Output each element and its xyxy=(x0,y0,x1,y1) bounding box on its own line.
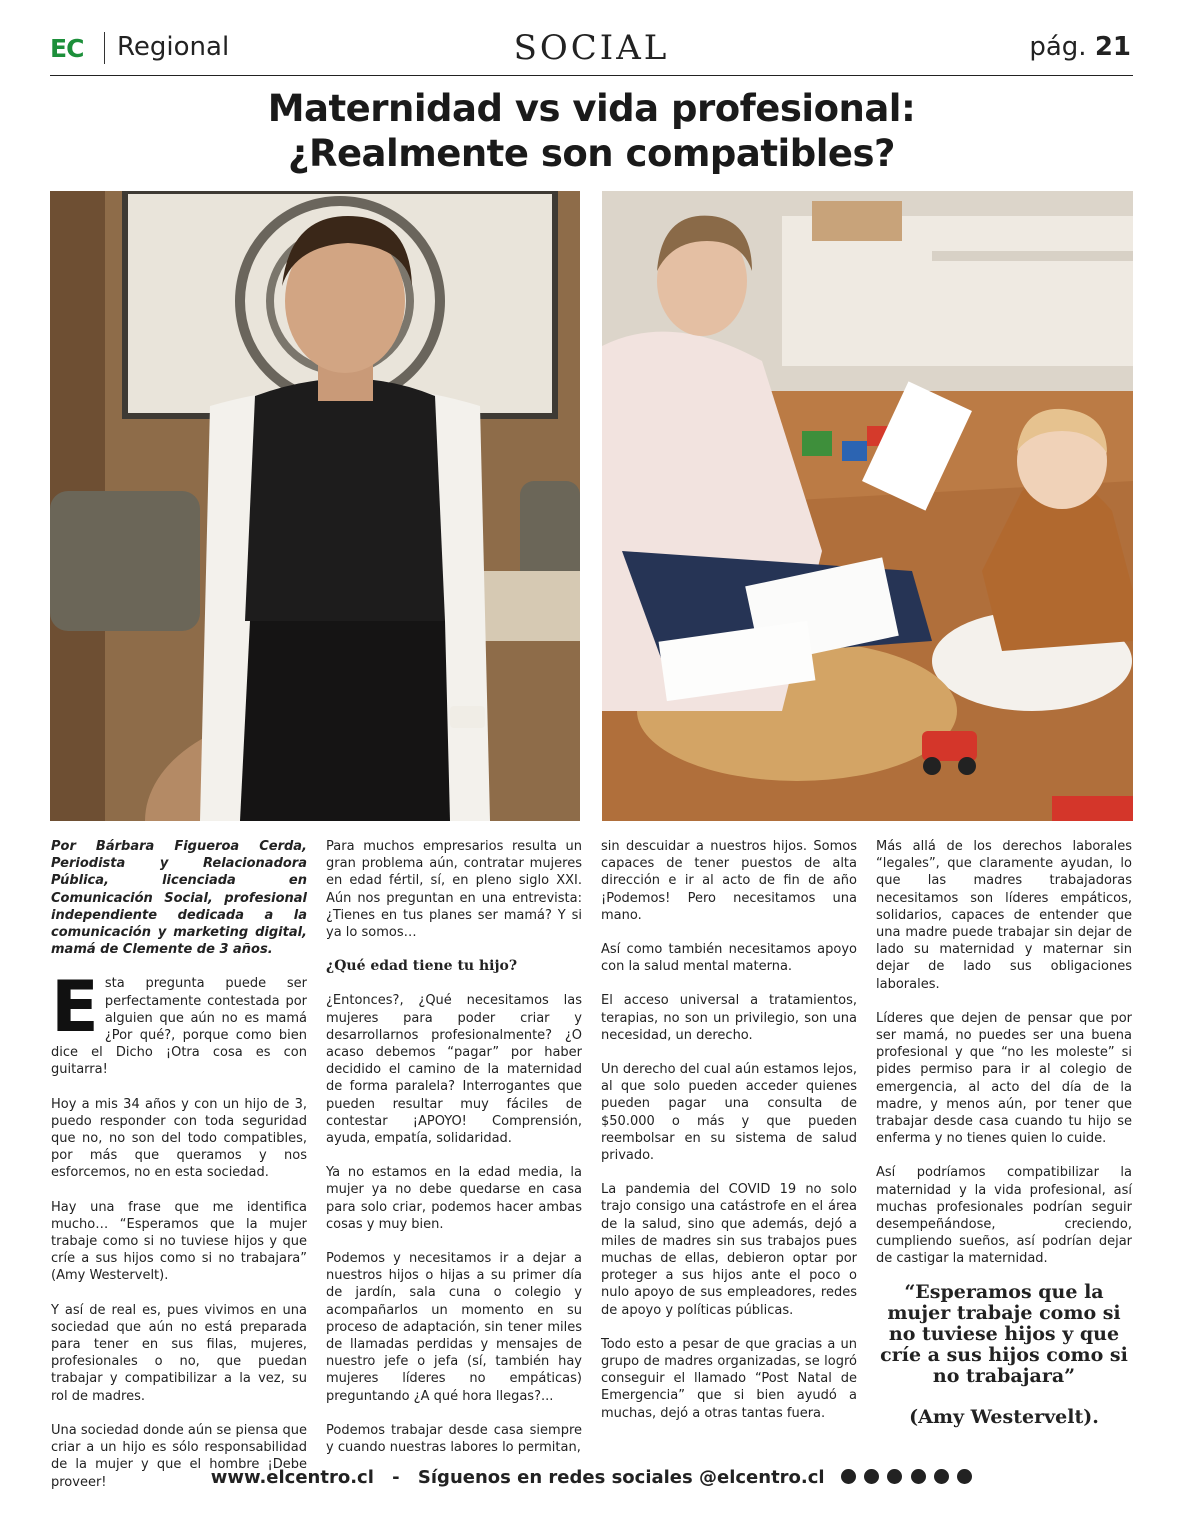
paragraph: Podemos trabajar desde casa siempre y cuando nuestras labores lo permitan, xyxy=(326,1422,582,1456)
paragraph: Para muchos empresarios resulta un gran problema aún, contratar mujeres en edad fértil, sí, en pleno siglo XXI. Aún nos preguntan en una entrevista:¿Tienes en tus planes ser mamá? Y si ya lo somos… xyxy=(326,839,582,941)
article-column-1 xyxy=(51,838,307,1508)
section-title: SOCIAL xyxy=(513,28,670,68)
website-link[interactable]: www.elcentro.cl xyxy=(210,1467,374,1488)
paragraph: ¿Entonces?, ¿Qué necesitamos las mujeres para poder criar y desarrollarnos profesionalmente? ¿O acaso debemos “pagar” por haber decidido el camino de la maternidad de forma paralela? Interrogantes que pueden resultar muy fáciles de contestar ¡APOYO! Comprensión, ayuda, empatía, solidaridad. xyxy=(326,993,582,1147)
paragraph: La pandemia del COVID 19 no solo trajo consigo una catástrofe en el área de la salud, sino que además, dejó a miles de madres sin sus trabajos pues muchas de ellas, debieron optar por proteger a sus hijos ante el poco o nulo apoyo de sus empleadores, redes de apoyo y políticas públicas. xyxy=(601,1182,857,1318)
paragraph: Y así de real es, pues vivimos en una sociedad que aún no está preparada para tener en sus filas, mujeres, profesionales o no, que puedan trabajar y compatibilizar a la vez, su rol de madres. xyxy=(51,1302,307,1404)
article-column-2 xyxy=(326,838,582,1473)
section-regional: Regional xyxy=(117,32,230,62)
twitter-icon[interactable] xyxy=(911,1469,926,1484)
social-follow-text: Síguenos en redes sociales @elcentro.cl xyxy=(417,1467,825,1488)
headline-line-1: Maternidad vs vida profesional: xyxy=(267,87,916,130)
pull-quote-author: (Amy Westervelt). xyxy=(909,1406,1099,1428)
page-number xyxy=(1029,32,1131,62)
article-headline xyxy=(50,86,1133,176)
paragraph: El acceso universal a tratamientos, terapias, no son un privilegio, son una necesidad, un derecho. xyxy=(601,993,857,1043)
author-byline: Por Bárbara Figueroa Cerda, Periodista y Relacionadora Pública, licenciada en Comunicación Social, profesional independiente dedicada a la comunicación y marketing digital, mamá de Clemente de 3 años. xyxy=(51,839,307,958)
paragraph: Líderes que dejen de pensar que por ser mamá, no puedes ser una buena profesional y que “no les moleste” si pides permiso para ir al colegio de emergencia, al acto del día de la madre, y menos aún, por tener que trabajar desde casa cuando tu hijo se enferma y no tienes quien lo cuide. xyxy=(876,1010,1132,1147)
photo-mother-working xyxy=(602,191,1133,821)
social-icons xyxy=(841,1468,974,1489)
paragraph: Podemos y necesitamos ir a dejar a nuestros hijos o hijas a su primer día de jardín, sala cuna o colegio y acompañarlos un momento en su proceso de adaptación, sin tener miles de llamadas perdidas y mensajes de nuestro jefe o jefa (sí, también hay mujeres líderes no empáticas) preguntando ¿A qué hora llegas?... xyxy=(326,1251,582,1404)
paragraph: Hoy a mis 34 años y con un hijo de 3, puedo responder con toda seguridad que no, no son del todo compatibles, por más que queramos y nos esforcemos, no en esta sociedad. xyxy=(51,1096,307,1181)
paragraph: Una sociedad donde aún se piensa que criar a un hijo es sólo responsabilidad de la mujer y que el hombre ¡Debe proveer! xyxy=(51,1422,307,1490)
paragraph xyxy=(51,966,307,1078)
paragraph: Así podríamos compatibilizar la maternidad y la vida profesional, así muchas profesionales podrían seguir desempeñándose, creciendo, cumpliendo sueños, así podrían dejar de castigar la maternidad. xyxy=(876,1165,1132,1267)
paragraph: Todo esto a pesar de que gracias a un grupo de madres organizadas, se logró conseguir el llamado “Post Natal de Emergencia” que si bien ayudó a muchas, dejó a otras tantas fuera. xyxy=(601,1336,857,1421)
paragraph: Más allá de los derechos laborales “legales”, que claramente ayudan, lo que las madres trabajadoras necesitamos son líderes empáticos, solidarios, capaces de entender que una madre puede trabajar sin dejar de lado su maternidad y maternar sin dejar de lado sus obligaciones laborales. xyxy=(876,839,1132,992)
instagram-icon[interactable] xyxy=(864,1469,879,1484)
portrait-illustration xyxy=(50,191,580,821)
headline-line-2: ¿Realmente son compatibles? xyxy=(288,132,895,175)
article-column-3 xyxy=(601,838,857,1439)
youtube-icon[interactable] xyxy=(887,1469,902,1484)
photo-author-portrait xyxy=(50,191,580,821)
brand-logo[interactable]: EC xyxy=(50,34,84,63)
masthead xyxy=(50,28,1133,76)
mother-illustration xyxy=(602,191,1133,821)
pull-quote: “Esperamos que la mujer trabaje como si no tuviese hijos y que críe a sus hijos como si no trabajara” xyxy=(880,1281,1128,1387)
drop-cap: E xyxy=(51,966,99,1049)
paragraph: Un derecho del cual aún estamos lejos, al que solo pueden acceder quienes pueden pagar una consulta de $50.000 o más y que pueden reembolsar en su sistema de salud privado. xyxy=(601,1062,857,1164)
spotify-icon[interactable] xyxy=(934,1469,949,1484)
facebook-icon[interactable] xyxy=(841,1469,856,1484)
article-column-4 xyxy=(876,838,1132,1285)
page-number-value: 21 xyxy=(1094,32,1131,62)
paragraph: Ya no estamos en la edad media, la mujer ya no debe quedarse en casa para solo criar, podemos hacer ambas cosas y muy bien. xyxy=(326,1165,582,1232)
paragraph: Hay una frase que me identifica mucho… “Esperamos que la mujer trabaje como si no tuviese hijos y que críe a sus hijos como si no trabajara” (Amy Westervelt). xyxy=(51,1199,307,1284)
footer-separator: - xyxy=(392,1467,400,1488)
paragraph: sin descuidar a nuestros hijos. Somos capaces de tener puestos de alta dirección e ir al acto de fin de año ¡Podemos! Pero necesitamos una mano. xyxy=(601,839,857,923)
section-subheading: ¿Qué edad tiene tu hijo? xyxy=(326,958,518,975)
page-footer xyxy=(0,1467,1185,1489)
page-prefix: pág. xyxy=(1029,32,1087,62)
paragraph: Así como también necesitamos apoyo con la salud mental materna. xyxy=(601,942,857,975)
paragraph-text: sta pregunta puede ser perfectamente contestada por alguien que aún no es mamá ¿Por qué?, porque como bien dice el Dicho ¡Otra cosa es con guitarra! xyxy=(51,976,307,1078)
tiktok-icon[interactable] xyxy=(957,1469,972,1484)
